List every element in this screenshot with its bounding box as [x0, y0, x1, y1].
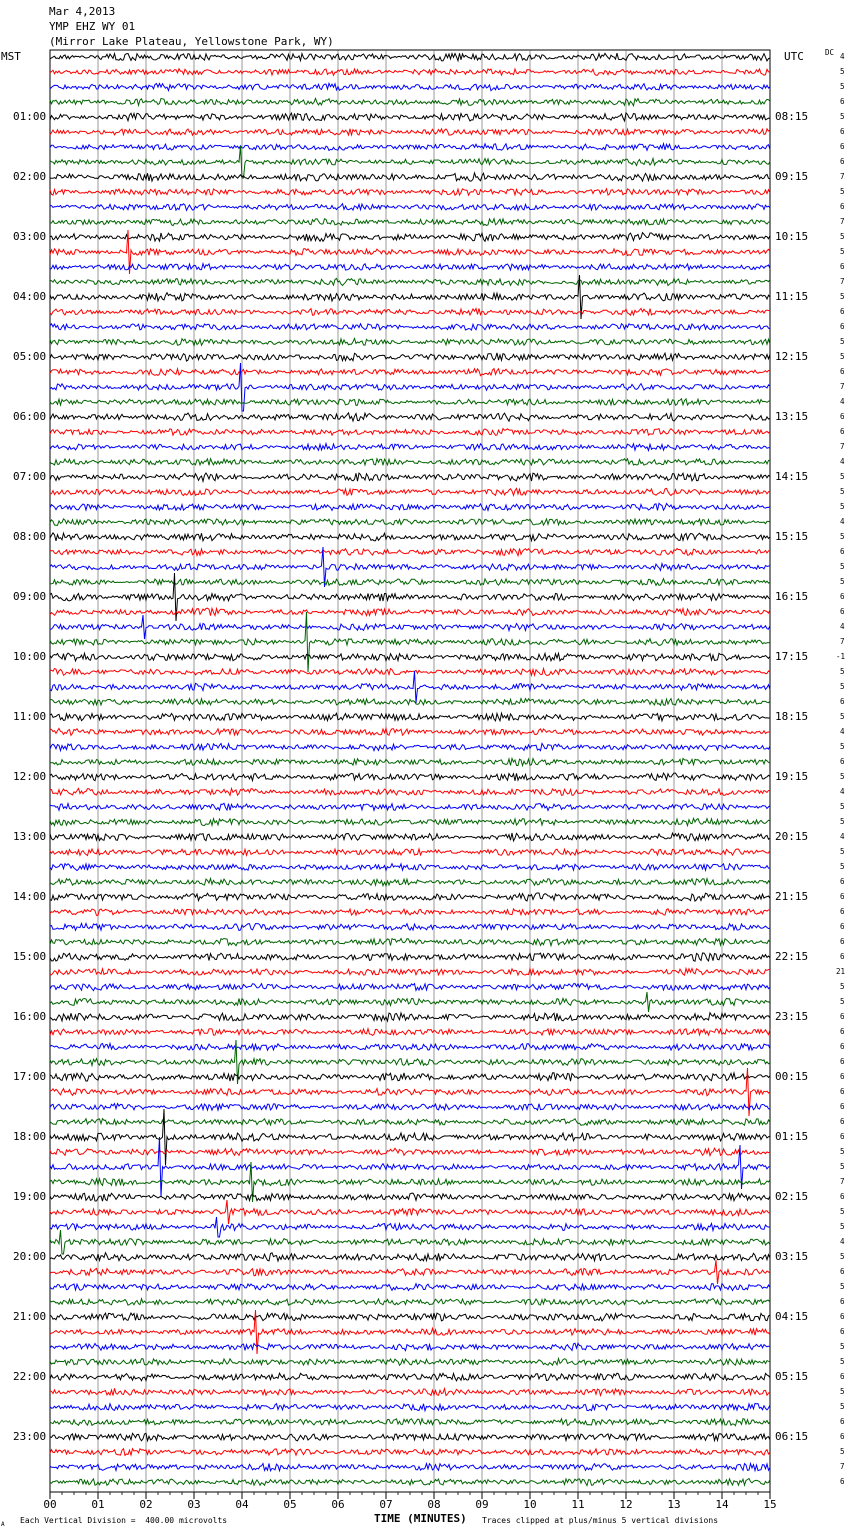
- seismic-trace: [50, 803, 770, 810]
- seismic-trace: [50, 69, 770, 76]
- x-tick-label: 15: [763, 1498, 777, 1511]
- right-hour-label: 12:15: [775, 350, 809, 363]
- seismic-trace: [50, 369, 770, 376]
- dc-offset-value: 5: [840, 772, 845, 781]
- seismic-trace: [50, 549, 770, 556]
- vertical-scale-note: Each Vertical Division = 400.00 microvolts: [20, 1516, 228, 1525]
- left-hour-label: 08:00: [13, 530, 47, 543]
- left-hour-label: 20:00: [13, 1250, 47, 1263]
- seismic-trace: [50, 671, 770, 703]
- seismic-trace: [50, 1388, 770, 1395]
- x-tick-label: 01: [91, 1498, 105, 1511]
- seismic-trace: [50, 1044, 770, 1051]
- seismic-trace: [50, 1419, 770, 1426]
- dc-offset-value: 5: [840, 232, 845, 241]
- right-hour-label: 20:15: [775, 830, 809, 843]
- dc-offset-value: 6: [840, 1312, 845, 1321]
- dc-offset-value: 6: [840, 1102, 845, 1111]
- right-hour-label: 10:15: [775, 230, 809, 243]
- dc-offset-value: 6: [840, 157, 845, 166]
- dc-offset-value: 5: [840, 1207, 845, 1216]
- seismic-trace: [50, 113, 770, 121]
- dc-offset-value: 4: [840, 727, 845, 736]
- seismic-trace: [50, 1013, 770, 1021]
- dc-offset-value: 5: [840, 472, 845, 481]
- dc-offset-value: 6: [840, 1072, 845, 1081]
- dc-offset-value: 5: [840, 1222, 845, 1231]
- seismic-trace: [50, 1313, 770, 1321]
- seismic-trace: [50, 1119, 770, 1126]
- station-location: (Mirror Lake Plateau, Yellowstone Park, WY): [49, 35, 334, 48]
- seismic-trace: [50, 324, 770, 330]
- seismic-trace: [50, 219, 770, 226]
- right-hour-label: 19:15: [775, 770, 809, 783]
- left-hour-label: 01:00: [13, 110, 47, 123]
- right-hour-label: 00:15: [775, 1070, 809, 1083]
- dc-offset-value: 6: [840, 1117, 845, 1126]
- dc-offset-value: 5: [840, 487, 845, 496]
- dc-offset-value: 5: [840, 982, 845, 991]
- seismic-trace: [50, 144, 770, 151]
- seismic-trace: [50, 1073, 770, 1081]
- dc-offset-value: 6: [840, 1432, 845, 1441]
- dc-offset-value: 5: [840, 82, 845, 91]
- left-hour-label: 11:00: [13, 710, 47, 723]
- dc-offset-value: 6: [840, 307, 845, 316]
- dc-offset-value: 5: [840, 532, 845, 541]
- seismic-trace: [50, 503, 770, 510]
- seismic-trace: [50, 1193, 770, 1201]
- seismic-trace: [50, 759, 770, 766]
- dc-offset-value: 6: [840, 322, 845, 331]
- seismic-trace: [50, 1104, 770, 1111]
- seismic-trace: [50, 864, 770, 871]
- seismic-trace: [50, 608, 770, 615]
- dc-offset-value: 6: [840, 547, 845, 556]
- left-hour-label: 12:00: [13, 770, 47, 783]
- left-hour-label: 05:00: [13, 350, 47, 363]
- dc-offset-value: 6: [840, 1132, 845, 1141]
- seismic-trace: [50, 533, 770, 541]
- seismic-trace: [50, 818, 770, 825]
- seismic-trace: [50, 893, 770, 901]
- seismic-trace: [50, 1029, 770, 1036]
- dc-offset-value: 5: [840, 1282, 845, 1291]
- x-tick-label: 08: [427, 1498, 441, 1511]
- dc-offset-value: 6: [840, 1267, 845, 1276]
- right-timezone-label: UTC: [784, 50, 804, 63]
- dc-offset-value: 5: [840, 337, 845, 346]
- left-hour-label: 02:00: [13, 170, 47, 183]
- dc-offset-value: 6: [840, 592, 845, 601]
- dc-offset-value: 5: [840, 712, 845, 721]
- dc-offset-value: 4: [840, 457, 845, 466]
- x-tick-label: 07: [379, 1498, 393, 1511]
- dc-offset-value: 6: [840, 142, 845, 151]
- seismic-trace: [50, 984, 770, 991]
- left-hour-label: 09:00: [13, 590, 47, 603]
- right-hour-label: 17:15: [775, 650, 809, 663]
- seismic-trace: [50, 429, 770, 436]
- seismic-trace: [50, 939, 770, 946]
- seismic-trace: [50, 473, 770, 481]
- dc-offset-value: 5: [840, 1252, 845, 1261]
- seismic-trace: [50, 669, 770, 676]
- right-hour-label: 04:15: [775, 1310, 809, 1323]
- dc-offset-value: 6: [840, 367, 845, 376]
- dc-offset-value: 6: [840, 127, 845, 136]
- right-hour-label: 06:15: [775, 1430, 809, 1443]
- dc-offset-value: 5: [840, 817, 845, 826]
- seismic-trace: [50, 353, 770, 361]
- seismic-trace: [50, 615, 770, 639]
- x-tick-label: 00: [43, 1498, 57, 1511]
- dc-offset-value: 6: [840, 877, 845, 886]
- seismic-trace: [50, 399, 770, 406]
- x-tick-label: 09: [475, 1498, 489, 1511]
- dc-offset-value: 5: [840, 1447, 845, 1456]
- seismic-trace: [50, 413, 770, 421]
- dc-offset-value: 5: [840, 67, 845, 76]
- dc-offset-value: 5: [840, 112, 845, 121]
- dc-offset-value: 4: [840, 622, 845, 631]
- dc-offset-value: 5: [840, 1387, 845, 1396]
- x-tick-label: 11: [571, 1498, 585, 1511]
- seismic-trace: [50, 278, 770, 285]
- right-hour-label: 15:15: [775, 530, 809, 543]
- right-hour-label: 09:15: [775, 170, 809, 183]
- right-hour-label: 02:15: [775, 1190, 809, 1203]
- clip-note: Traces clipped at plus/minus 5 vertical divisions: [482, 1516, 719, 1525]
- right-hour-label: 21:15: [775, 890, 809, 903]
- left-hour-label: 07:00: [13, 470, 47, 483]
- dc-offset-value: 5: [840, 502, 845, 511]
- seismic-trace: [50, 1040, 770, 1084]
- dc-offset-value: 7: [840, 1462, 845, 1471]
- dc-offset-value: 4: [840, 832, 845, 841]
- seismic-trace: [50, 1479, 770, 1486]
- dc-label: DC: [825, 48, 835, 57]
- seismic-trace: [50, 83, 770, 90]
- dc-offset-value: 6: [840, 1192, 845, 1201]
- dc-offset-value: 6: [840, 427, 845, 436]
- dc-offset-value: 5: [840, 682, 845, 691]
- dc-offset-value: 7: [840, 277, 845, 286]
- seismic-trace: [50, 1373, 770, 1381]
- seismic-trace: [50, 833, 770, 841]
- dc-offset-value: 6: [840, 1012, 845, 1021]
- dc-offset-value: 7: [840, 217, 845, 226]
- right-hour-label: 08:15: [775, 110, 809, 123]
- right-hour-label: 11:15: [775, 290, 809, 303]
- seismic-trace: [50, 953, 770, 961]
- footer-mark: A: [1, 1521, 5, 1528]
- station-date: Mar 4,2013: [49, 5, 116, 18]
- x-tick-label: 13: [667, 1498, 681, 1511]
- dc-offset-value: 5: [840, 577, 845, 586]
- right-hour-label: 14:15: [775, 470, 809, 483]
- dc-offset-value: 5: [840, 1147, 845, 1156]
- seismic-trace: [50, 488, 770, 495]
- seismic-trace: [50, 1217, 770, 1237]
- left-hour-label: 04:00: [13, 290, 47, 303]
- seismic-trace: [50, 612, 770, 672]
- seismic-trace: [50, 744, 770, 751]
- dc-offset-value: 6: [840, 412, 845, 421]
- seismic-trace: [50, 1148, 770, 1155]
- dc-offset-value: 5: [840, 742, 845, 751]
- seismic-trace: [50, 53, 770, 61]
- seismic-trace: [50, 713, 770, 721]
- dc-offset-value: 5: [840, 292, 845, 301]
- seismic-trace: [50, 579, 770, 586]
- dc-offset-value: 6: [840, 952, 845, 961]
- left-timezone-label: MST: [1, 50, 21, 63]
- dc-offset-value: 6: [840, 892, 845, 901]
- x-tick-label: 03: [187, 1498, 201, 1511]
- seismic-trace: [50, 189, 770, 196]
- left-hour-label: 14:00: [13, 890, 47, 903]
- seismic-trace: [50, 1433, 770, 1441]
- left-hour-label: 19:00: [13, 1190, 47, 1203]
- right-hour-label: 22:15: [775, 950, 809, 963]
- dc-offset-value: 5: [840, 862, 845, 871]
- seismic-trace: [50, 1230, 770, 1254]
- dc-offset-value: 5: [840, 1357, 845, 1366]
- dc-offset-value: 6: [840, 937, 845, 946]
- dc-offset-value: 7: [840, 442, 845, 451]
- seismic-trace: [50, 1299, 770, 1306]
- seismic-trace: [50, 923, 770, 930]
- dc-offset-value: 6: [840, 1297, 845, 1306]
- seismic-trace: [50, 773, 770, 781]
- seismic-trace: [50, 849, 770, 856]
- left-hour-label: 16:00: [13, 1010, 47, 1023]
- dc-offset-value: 4: [840, 517, 845, 526]
- seismic-trace: [50, 788, 770, 795]
- seismic-trace: [50, 173, 770, 181]
- dc-offset-value: 6: [840, 1417, 845, 1426]
- right-hour-label: 01:15: [775, 1130, 809, 1143]
- seismic-trace: [50, 992, 770, 1012]
- dc-offset-value: -1: [836, 652, 846, 661]
- dc-offset-value: 6: [840, 1027, 845, 1036]
- left-hour-label: 17:00: [13, 1070, 47, 1083]
- left-hour-label: 22:00: [13, 1370, 47, 1383]
- seismic-trace: [50, 1260, 770, 1284]
- seismic-trace: [50, 1068, 770, 1116]
- seismic-trace: [50, 1464, 770, 1471]
- dc-offset-value: 21: [836, 967, 846, 976]
- dc-offset-value: 5: [840, 1342, 845, 1351]
- dc-offset-value: 5: [840, 247, 845, 256]
- dc-offset-value: 6: [840, 202, 845, 211]
- right-hour-label: 13:15: [775, 410, 809, 423]
- dc-offset-value: 6: [840, 922, 845, 931]
- seismic-trace: [50, 653, 770, 661]
- right-hour-label: 18:15: [775, 710, 809, 723]
- seismic-trace: [50, 699, 770, 706]
- dc-offset-value: 4: [840, 1237, 845, 1246]
- dc-offset-value: 6: [840, 1042, 845, 1051]
- seismic-trace: [50, 1284, 770, 1291]
- left-hour-label: 18:00: [13, 1130, 47, 1143]
- dc-offset-value: 5: [840, 667, 845, 676]
- seismic-trace: [50, 1137, 770, 1197]
- seismic-trace: [50, 969, 770, 976]
- dc-offset-value: 7: [840, 172, 845, 181]
- dc-offset-value: 5: [840, 1162, 845, 1171]
- seismic-trace: [50, 308, 770, 315]
- seismic-trace: [50, 1403, 770, 1410]
- x-tick-label: 05: [283, 1498, 297, 1511]
- x-tick-label: 12: [619, 1498, 633, 1511]
- left-hour-label: 06:00: [13, 410, 47, 423]
- seismic-trace: [50, 459, 770, 466]
- seismic-trace: [50, 264, 770, 271]
- right-hour-label: 23:15: [775, 1010, 809, 1023]
- right-hour-label: 03:15: [775, 1250, 809, 1263]
- seismic-trace: [50, 146, 770, 178]
- dc-offset-value: 6: [840, 262, 845, 271]
- seismic-trace: [50, 1359, 770, 1366]
- dc-offset-value: 5: [840, 997, 845, 1006]
- seismic-trace: [50, 728, 770, 735]
- left-hour-label: 21:00: [13, 1310, 47, 1323]
- seismic-trace: [50, 98, 770, 105]
- x-tick-label: 02: [139, 1498, 153, 1511]
- dc-offset-value: 5: [840, 187, 845, 196]
- dc-offset-value: 6: [840, 907, 845, 916]
- station-code: YMP EHZ WY 01: [49, 20, 136, 33]
- dc-offset-value: 4: [840, 787, 845, 796]
- left-hour-label: 10:00: [13, 650, 47, 663]
- seismic-trace: [50, 204, 770, 211]
- seismic-trace: [50, 129, 770, 136]
- x-tick-label: 14: [715, 1498, 729, 1511]
- dc-offset-value: 6: [840, 757, 845, 766]
- dc-offset-value: 6: [840, 1372, 845, 1381]
- right-hour-label: 16:15: [775, 590, 809, 603]
- dc-offset-value: 6: [840, 607, 845, 616]
- dc-offset-value: 7: [840, 637, 845, 646]
- seismic-trace: [50, 519, 770, 525]
- right-hour-label: 05:15: [775, 1370, 809, 1383]
- dc-offset-value: 7: [840, 382, 845, 391]
- dc-offset-value: 6: [840, 1477, 845, 1486]
- x-tick-label: 10: [523, 1498, 537, 1511]
- dc-offset-value: 7: [840, 1177, 845, 1186]
- x-tick-label: 06: [331, 1498, 345, 1511]
- left-hour-label: 13:00: [13, 830, 47, 843]
- seismic-trace: [50, 1343, 770, 1350]
- dc-offset-value: 4: [840, 52, 845, 61]
- left-hour-label: 03:00: [13, 230, 47, 243]
- seismic-trace: [50, 233, 770, 242]
- seismic-trace: [50, 879, 770, 886]
- x-tick-label: 04: [235, 1498, 249, 1511]
- dc-offset-value: 6: [840, 697, 845, 706]
- x-axis-title: TIME (MINUTES): [374, 1512, 467, 1525]
- seismic-trace: [50, 444, 770, 451]
- dc-offset-value: 5: [840, 1402, 845, 1411]
- dc-offset-value: 5: [840, 847, 845, 856]
- seismic-trace: [50, 1449, 770, 1456]
- dc-offset-value: 6: [840, 1087, 845, 1096]
- seismic-trace: [50, 1253, 770, 1261]
- dc-offset-value: 5: [840, 802, 845, 811]
- dc-offset-value: 6: [840, 1057, 845, 1066]
- left-hour-label: 23:00: [13, 1430, 47, 1443]
- dc-offset-value: 4: [840, 397, 845, 406]
- dc-offset-value: 6: [840, 97, 845, 106]
- dc-offset-value: 5: [840, 352, 845, 361]
- dc-offset-value: 6: [840, 1327, 845, 1336]
- left-hour-label: 15:00: [13, 950, 47, 963]
- dc-offset-value: 5: [840, 562, 845, 571]
- seismic-trace: [50, 1200, 770, 1224]
- seismic-trace: [50, 338, 770, 345]
- seismic-trace: [50, 909, 770, 916]
